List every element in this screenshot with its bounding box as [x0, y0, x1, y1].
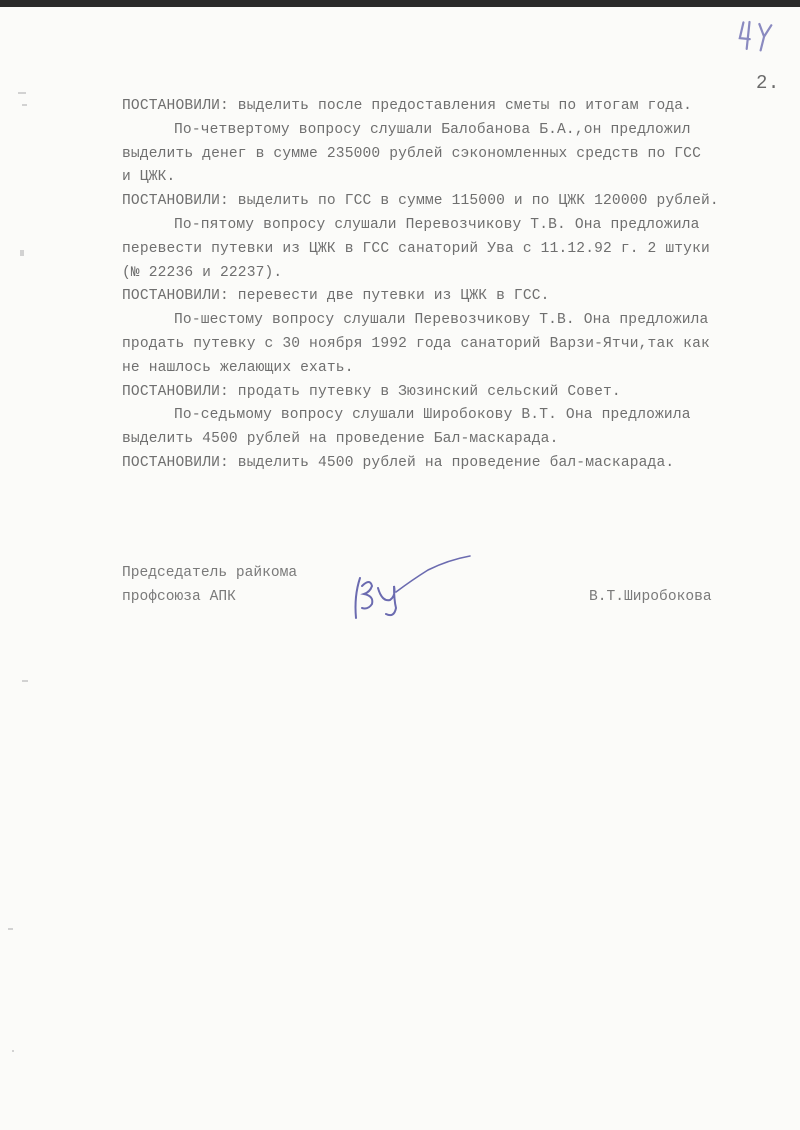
text-line-9: ПОСТАНОВИЛИ: перевести две путевки из ЦЖК в ГСС. [122, 288, 550, 305]
text-line-2: По-четвертому вопросу слушали Балобанова Б.А.,он предложил [174, 121, 691, 138]
text-line-12: не нашлось желающих ехать. [122, 359, 354, 376]
text-line-7: перевести путевки из ЦЖК в ГСС санаторий Ува с 11.12.92 г. 2 штуки [122, 240, 710, 257]
scan-speck [22, 104, 27, 106]
scan-speck [22, 680, 28, 682]
text-line-14: По-седьмому вопросу слушали Широбокову В.Т. Она предложила [174, 407, 691, 424]
text-line-15: выделить 4500 рублей на проведение Бал-маскарада. [122, 431, 559, 448]
scan-speck [20, 250, 24, 256]
text-line-1: ПОСТАНОВИЛИ: выделить после предоставления сметы по итогам года. [122, 98, 693, 114]
text-line-5: ПОСТАНОВИЛИ: выделить по ГСС в сумме 115000 и по ЦЖК 120000 рублей. [122, 193, 719, 210]
text-line-11: продать путевку с 30 ноября 1992 года санаторий Варзи-Ятчи,так как [122, 335, 710, 352]
text-line-13: ПОСТАНОВИЛИ: продать путевку в Зюзинский сельский Совет. [122, 383, 621, 400]
handwritten-note-mark [736, 18, 779, 56]
page-number: 2. [756, 72, 780, 94]
text-line-3: выделить денег в сумме 235000 рублей сэкономленных средств по ГСС [122, 145, 701, 162]
signature-stroke [348, 552, 473, 624]
handwritten-signature [348, 552, 473, 624]
signatory-name: В.Т.Широбокова [589, 589, 712, 605]
handwritten-margin-note [736, 18, 779, 56]
signatory-title-line-1: Председатель райкома [122, 565, 298, 581]
scan-top-edge [0, 0, 800, 7]
text-line-6: По-пятому вопросу слушали Перевозчикову Т.В. Она предложила [174, 216, 700, 233]
text-line-4: и ЦЖК. [122, 169, 176, 186]
text-line-10: По-шестому вопросу слушали Перевозчикову Т.В. Она предложила [174, 312, 709, 329]
scan-speck [18, 92, 26, 94]
text-line-16: ПОСТАНОВИЛИ: выделить 4500 рублей на проведение бал-маскарада. [122, 454, 675, 471]
scan-speck [8, 928, 13, 930]
signatory-title-line-2: профсоюза АПК [122, 589, 236, 605]
scan-speck [12, 1050, 14, 1052]
minutes-body [122, 95, 800, 476]
text-line-8: (№ 22236 и 22237). [122, 264, 283, 281]
